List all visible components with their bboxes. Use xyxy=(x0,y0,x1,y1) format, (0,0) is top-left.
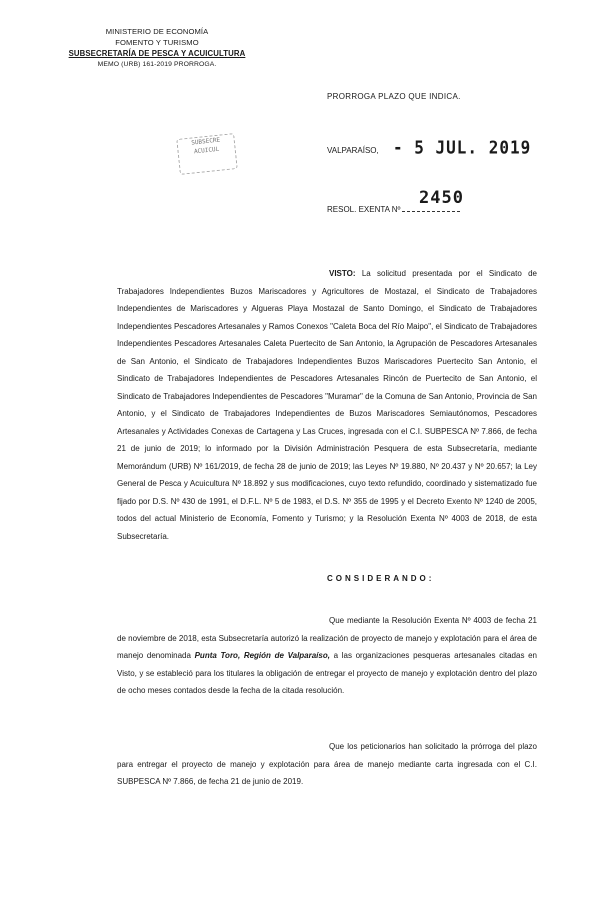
stamp-line-2: ACUICUL xyxy=(193,145,220,156)
subsecretaria-name: SUBSECRETARÍA DE PESCA Y ACUICULTURA xyxy=(68,49,246,58)
letterhead xyxy=(62,26,252,70)
place-date xyxy=(327,137,532,158)
resolution-number xyxy=(327,188,464,214)
place-label: VALPARAÍSO, xyxy=(327,146,379,155)
visto-label: VISTO: xyxy=(329,269,356,278)
resolution-stamp-number: 2450 xyxy=(419,188,464,208)
office-stamp xyxy=(176,133,237,175)
resolution-underline xyxy=(402,211,460,212)
cons1-text-before: Que mediante la Resolución Exenta Nº 4003 de fecha 21 de noviembre de 2018, esta Subsecretaría autorizó la realización de proyecto de manejo y explotación para el área de manejo denominada xyxy=(117,616,537,660)
ministry-subtitle: FOMENTO Y TURISMO xyxy=(115,38,199,47)
considerando-paragraph-1 xyxy=(117,612,537,700)
memo-reference: MEMO (URB) 161-2019 PRORROGA. xyxy=(97,61,217,68)
visto-paragraph xyxy=(117,265,537,545)
resolution-label: RESOL. EXENTA Nº xyxy=(327,205,401,214)
cons1-area-name: Punta Toro, Región de Valparaíso, xyxy=(194,651,330,660)
considerando-heading: CONSIDERANDO: xyxy=(327,574,435,583)
date-stamp: - 5 JUL. 2019 xyxy=(393,137,532,158)
cons2-text: Que los peticionarios han solicitado la prórroga del plazo para entregar el proyecto de manejo y explotación para área de manejo mediante carta ingresada con el C.I. SUBPESCA Nº 7.866, de fecha 21 de junio de 2019. xyxy=(117,742,537,786)
document-subject: PRORROGA PLAZO QUE INDICA. xyxy=(327,92,461,101)
ministry-name: MINISTERIO DE ECONOMÍA xyxy=(105,27,209,36)
considerando-paragraph-2 xyxy=(117,738,537,791)
cons1-text-after: a las organizaciones pesqueras artesanales citadas en Visto, y se estableció para los titulares la obligación de entregar el proyecto de manejo y explotación dentro del plazo de ocho meses contados desde la fecha de la citada resolución. xyxy=(117,651,538,695)
visto-text: La solicitud presentada por el Sindicato de Trabajadores Independientes Buzos Mariscadores y Agricultores de Mostazal, el Sindicato de Trabajadores Independientes de Mariscadores y Algueras Playa Mostazal de Santo Domingo, el Sindicato de Trabajadores Independientes Pescadores Artesanales y Ramos Conexos "Caleta Boca del Río Maipo", el Sindicato de Trabajadores Independientes Pescadores Artesanales Caleta Puertecito de San Antonio, la Agrupación de Pescadores Artesanales de San Antonio, el Sindicato de Trabajadores Independientes Buzos Mariscadores Puertecito San Antonio, el Sindicato de Trabajadores Independientes de Pescadores Artesanales Rincón de Puertecito de San Antonio, el Sindicato de Trabajadores Independientes de Pescadores "Muramar" de la Comuna de San Antonio, Provincia de San Antonio, y el Sindicato de Trabajadores Independientes de Buzos Mariscadores Semiautónomos, Pescadores Artesanales y Actividades Conexas de Cartagena y Las Cruces, ingresada con el C.I. SUBPESCA Nº 7.866, de fecha 21 de junio de 2019; lo informado por la División Administración Pesquera de esta Subsecretaría, mediante Memorándum (URB) Nº 161/2019, de fecha 28 de junio de 2019; las Leyes Nº 19.880, Nº 20.437 y Nº 20.657; la Ley General de Pesca y Acuicultura Nº 18.892 y sus modificaciones, cuyo texto refundido, coordinado y sistematizado fue fijado por D.S. Nº 430 de 1991, el D.F.L. Nº 5 de 1983, el D.S. Nº 355 de 1995 y el Decreto Exento Nº 1240 de 2005, todos del actual Ministerio de Economía, Fomento y Turismo; y la Resolución Exenta Nº 4003 de 2018, de esta Subsecretaría. xyxy=(117,269,537,541)
stamp-line-1: SUBSECRE xyxy=(190,136,221,147)
